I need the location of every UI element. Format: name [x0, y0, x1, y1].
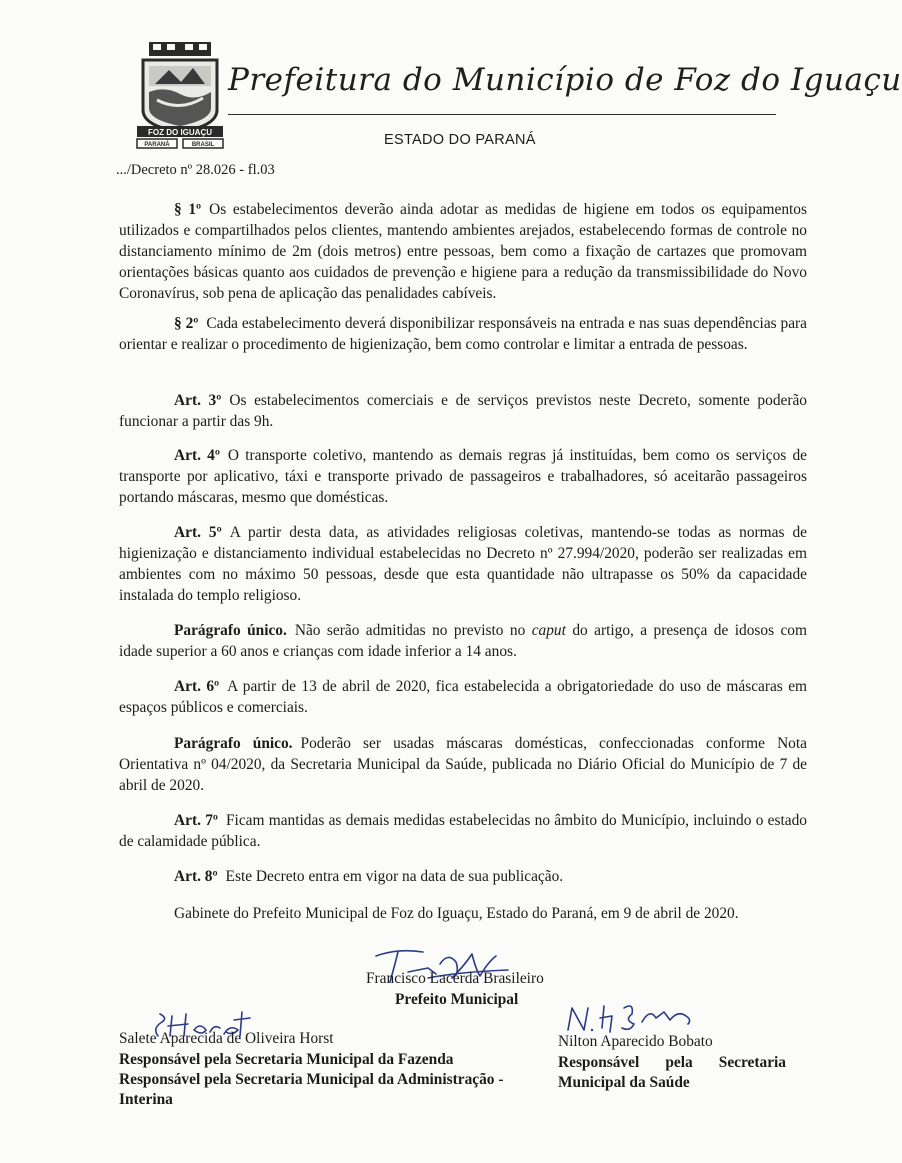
paragraph-label: Art. 4º: [174, 447, 220, 464]
paragraph-text: O transporte coletivo, mantendo as demais regras já instituídas, bem como os serviços de transporte por aplicativo, táxi e transporte privado de passageiros e trabalhadores, só aceitarão passageiros portando máscaras, mesmo que domésticas.: [119, 447, 807, 506]
paragraph-section-1: [119, 199, 807, 304]
finance-title-1: Responsável pela Secretaria Municipal da Fazenda: [119, 1051, 454, 1068]
finance-title-2: Responsável pela Secretaria Municipal da Administração -: [119, 1071, 504, 1088]
paragraph-article-3: [119, 390, 807, 432]
paragraph-article-5: [119, 522, 807, 606]
finance-name: Salete Aparecida de Oliveira Horst: [119, 1030, 334, 1047]
health-name: Nilton Aparecido Bobato: [558, 1033, 713, 1050]
paragraph-label: Art. 6º: [174, 678, 220, 695]
seal-country-text: BRASIL: [191, 142, 215, 148]
seal-banner-text: FOZ DO IGUAÇU: [148, 128, 212, 137]
health-title-2: Municipal da Saúde: [558, 1074, 690, 1091]
closing-text: Gabinete do Prefeito Municipal de Foz do Iguaçu, Estado do Paraná, em 9 de abril de 2020.: [174, 905, 739, 922]
seal-state-text: PARANÁ: [144, 142, 170, 148]
paragraph-label: Art. 5º: [174, 524, 222, 541]
letterhead-title: Prefeitura do Município de Foz do Iguaçu: [228, 62, 902, 98]
paragraph-label: Art. 8º: [174, 868, 218, 885]
paragraph-text: Cada estabelecimento deverá disponibilizar responsáveis na entrada e nas suas dependências para orientar e realizar o procedimento de higienização, bem como controlar e limitar a entrada de pessoas.: [119, 315, 807, 353]
mayor-name: Francisco Lacerda Brasileiro: [366, 970, 544, 987]
paragraph-text: Este Decreto entra em vigor na data de sua publicação.: [225, 868, 564, 885]
paragraph-label: § 2º: [174, 315, 199, 332]
closing-statement: [119, 903, 807, 924]
paragraph-text-after: do artigo, a presença de idosos com idade superior a 60 anos e crianças com idade inferior a 14 anos.: [119, 622, 807, 660]
paragraph-text-before: Não serão admitidas no previsto no: [294, 622, 526, 639]
paragraph-article-4: [119, 445, 807, 508]
paragraph-label: Parágrafo único.: [174, 735, 293, 752]
health-title-1: Responsável pela Secretaria: [558, 1054, 786, 1071]
paragraph-single-article-6: [119, 733, 807, 796]
mayor-title: Prefeito Municipal: [395, 991, 519, 1008]
paragraph-label: § 1º: [174, 201, 202, 218]
paragraph-text: Ficam mantidas as demais medidas estabelecidas no âmbito do Município, incluindo o estado de calamidade pública.: [119, 812, 807, 850]
paragraph-text-italic: caput: [531, 622, 566, 639]
paragraph-article-6: [119, 676, 807, 718]
paragraph-text: Os estabelecimentos deverão ainda adotar as medidas de higiene em todos os equipamentos utilizados e compartilhados pelos clientes, mantendo ambientes arejados, estabelecendo formas de controle no distanciamento mínimo de 2m (dois metros) entre pessoas, bem como a fixação de cartazes que promovam orientações básicas quanto aos cuidados de prevenção e higiene para a redução da transmissibilidade do Novo Coronavírus, sob pena de aplicação das penalidades cabíveis.: [119, 201, 807, 302]
finance-title-3: Interina: [119, 1091, 173, 1108]
paragraph-article-7: [119, 810, 807, 852]
state-heading: ESTADO DO PARANÁ: [384, 132, 536, 148]
paragraph-label: Art. 7º: [174, 812, 218, 829]
paragraph-section-2: [119, 313, 807, 355]
paragraph-text: A partir desta data, as atividades religiosas coletivas, mantendo-se todas as normas de higienização e distanciamento individual estabelecidas no Decreto nº 27.994/2020, poderão ser realizadas em ambientes com no máximo 50 pessoas, desde que esta quantidade não ultrapasse os 50% da capacidade instalada do templo religioso.: [119, 524, 807, 604]
header-rule: [228, 114, 776, 115]
paragraph-article-8: [119, 866, 807, 887]
paragraph-label: Parágrafo único.: [174, 622, 287, 639]
coat-of-arms-logo: [135, 40, 225, 152]
paragraph-text: Poderão ser usadas máscaras domésticas, confeccionadas conforme Nota Orientativa nº 04/2020, da Secretaria Municipal da Saúde, publicada no Diário Oficial do Município de 7 de abril de 2020.: [119, 735, 807, 794]
paragraph-text: Os estabelecimentos comerciais e de serviços previstos neste Decreto, somente poderão funcionar a partir das 9h.: [119, 392, 808, 430]
paragraph-text: A partir de 13 de abril de 2020, fica estabelecida a obrigatoriedade do uso de máscaras em espaços públicos e comerciais.: [119, 678, 807, 716]
decree-reference: .../Decreto nº 28.026 - fl.03: [116, 162, 275, 178]
paragraph-single-article-5: [119, 620, 807, 662]
paragraph-label: Art. 3º: [174, 392, 222, 409]
